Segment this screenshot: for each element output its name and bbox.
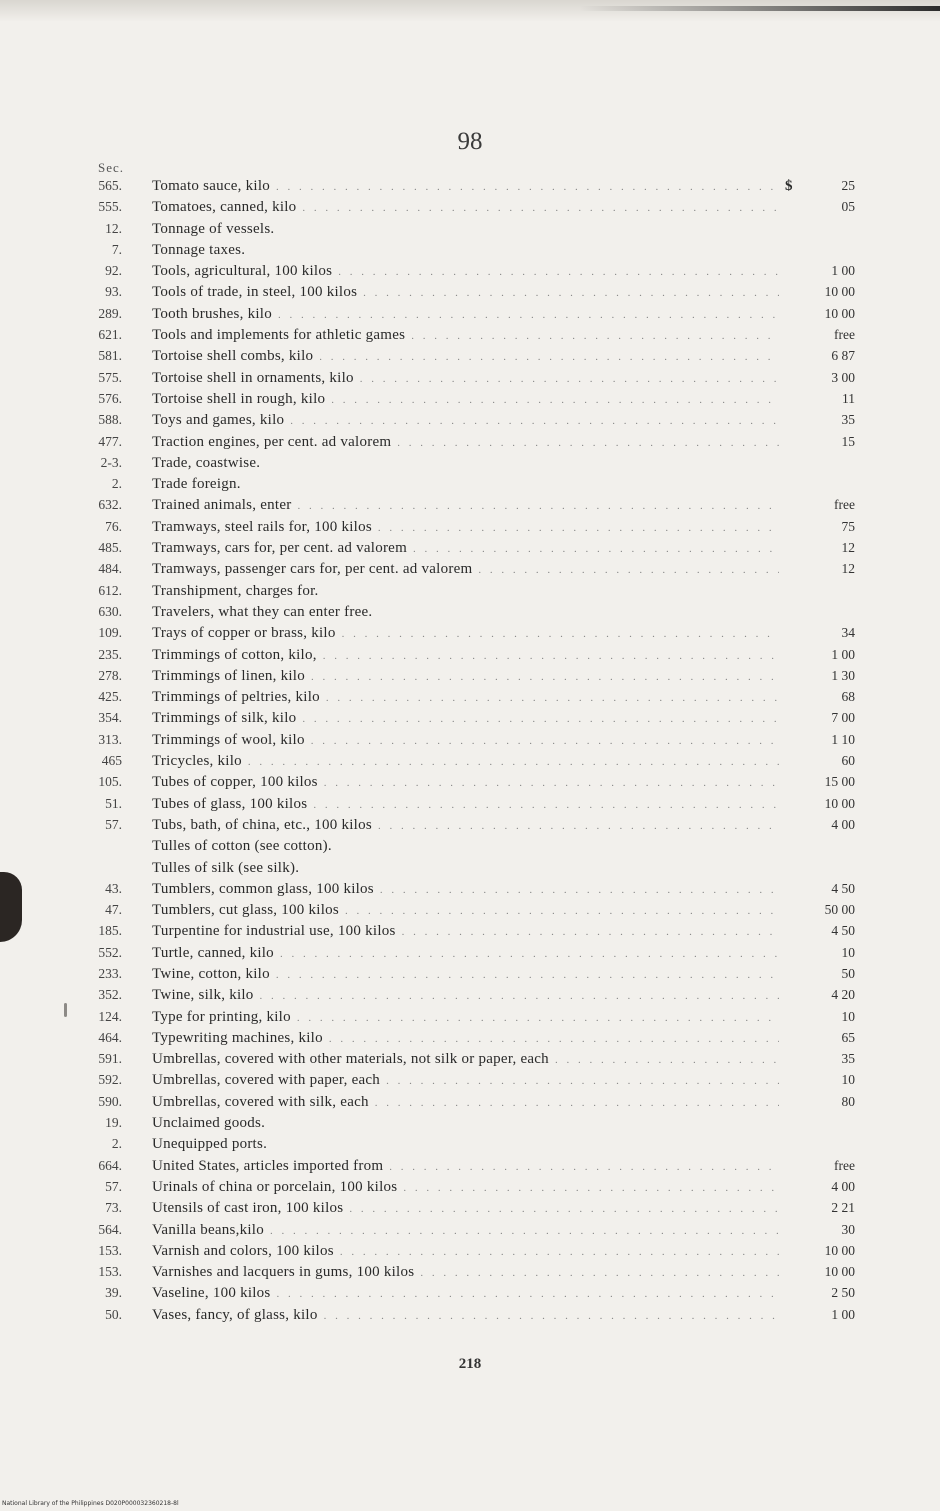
entry-description: Trimmings of linen, kilo (152, 667, 305, 684)
section-number: 477. (98, 433, 122, 449)
duty-rate: 10 00 (824, 284, 855, 300)
duty-rate: 50 00 (824, 902, 855, 918)
dot-leader (386, 1075, 779, 1087)
duty-rate: 65 (841, 1029, 855, 1045)
duty-rate: 10 (841, 1008, 855, 1024)
section-number: 632. (98, 497, 122, 513)
entry-description: Vaseline, 100 kilos (152, 1285, 271, 1302)
index-entry (90, 1115, 855, 1136)
section-number: 57. (105, 1178, 122, 1194)
section-number: 105. (98, 774, 122, 790)
dot-leader (331, 394, 779, 406)
dot-leader (349, 1203, 779, 1215)
index-entry (90, 1072, 855, 1093)
section-number: 621. (98, 327, 122, 343)
section-number: 352. (98, 987, 122, 1003)
entry-description: Twine, silk, kilo (152, 987, 254, 1004)
entry-description: Tubes of glass, 100 kilos (152, 795, 308, 812)
dot-leader (402, 926, 779, 938)
entry-description: Trimmings of wool, kilo (152, 731, 305, 748)
section-number: 484. (98, 561, 122, 577)
entry-description: Tulles of silk (see silk). (152, 859, 300, 876)
entry-description: Tomato sauce, kilo (152, 178, 271, 194)
index-entry (90, 1051, 855, 1072)
entry-description: Turpentine for industrial use, 100 kilos (152, 923, 396, 940)
section-number: 153. (98, 1242, 122, 1258)
dot-leader (324, 1310, 779, 1322)
entry-description: Trade, coastwise. (152, 454, 261, 471)
index-entry (90, 1200, 855, 1221)
entry-description: Tramways, steel rails for, 100 kilos (152, 518, 372, 535)
index-entry (90, 199, 855, 220)
section-number: 588. (98, 412, 122, 428)
index-entry (90, 966, 855, 987)
dot-leader (380, 884, 779, 896)
index-entry (90, 860, 855, 881)
section-number: 43. (105, 880, 122, 896)
entry-description: Tools of trade, in steel, 100 kilos (152, 284, 358, 301)
tariff-index-list (90, 178, 855, 1328)
entry-description: Tooth brushes, kilo (152, 305, 272, 322)
section-number: 576. (98, 390, 122, 406)
dot-leader (276, 969, 779, 981)
dot-leader (375, 1097, 779, 1109)
index-entry (90, 412, 855, 433)
index-entry (90, 881, 855, 902)
entry-description: Transhipment, charges for. (152, 582, 319, 599)
duty-rate: 34 (841, 625, 855, 641)
index-entry (90, 668, 855, 689)
index-entry (90, 1264, 855, 1285)
dot-leader (340, 1246, 779, 1258)
entry-description: Trained animals, enter (152, 497, 292, 514)
index-entry (90, 284, 855, 305)
entry-description: Tulles of cotton (see cotton). (152, 838, 332, 855)
duty-rate: 10 (841, 944, 855, 960)
duty-rate: 1 00 (831, 263, 855, 279)
duty-rate: 11 (842, 390, 855, 406)
entry-description: Trimmings of silk, kilo (152, 710, 297, 727)
section-number: 581. (98, 348, 122, 364)
entry-description: Tonnage taxes. (152, 241, 246, 258)
duty-rate: 1 10 (831, 731, 855, 747)
section-number: 425. (98, 689, 122, 705)
dot-leader (298, 500, 780, 512)
section-number: 612. (98, 582, 122, 598)
dot-leader (389, 1161, 779, 1173)
page-number-top: 98 (457, 128, 483, 155)
section-number: 485. (98, 540, 122, 556)
dot-leader (324, 777, 779, 789)
index-entry (90, 476, 855, 497)
entry-description: Umbrellas, covered with paper, each (152, 1072, 381, 1089)
duty-rate: 1 00 (831, 646, 855, 662)
index-entry (90, 1285, 855, 1306)
section-number: 664. (98, 1157, 122, 1173)
index-entry (90, 796, 855, 817)
index-entry (90, 1094, 855, 1115)
dot-leader (403, 1182, 779, 1194)
section-number: 57. (105, 816, 122, 832)
entry-description: Tumblers, common glass, 100 kilos (152, 880, 374, 897)
entry-description: Tramways, cars for, per cent. ad valorem (152, 540, 408, 557)
section-number: 565. (98, 178, 122, 193)
section-number: 7. (111, 241, 122, 257)
index-entry (90, 306, 855, 327)
duty-rate: 35 (841, 1051, 855, 1067)
dot-leader (277, 1288, 780, 1300)
entry-description: Trade foreign. (152, 476, 241, 493)
dot-leader (276, 181, 779, 193)
section-number: 590. (98, 1093, 122, 1109)
duty-rate: 15 00 (824, 774, 855, 790)
index-entry (90, 519, 855, 540)
entry-description: Twine, cotton, kilo (152, 965, 270, 982)
dot-leader (302, 713, 779, 725)
entry-description: Utensils of cast iron, 100 kilos (152, 1200, 344, 1217)
entry-description: Varnish and colors, 100 kilos (152, 1242, 334, 1259)
entry-description: Tricycles, kilo (152, 753, 242, 770)
duty-rate: 4 50 (831, 880, 855, 896)
entry-description: Umbrellas, covered with other materials, not silk or paper, each (152, 1051, 549, 1068)
duty-rate: free (834, 1157, 855, 1173)
entry-description: Umbrellas, covered with silk, each (152, 1093, 369, 1110)
library-credit: National Library of the Philippines D020P000032360218-8l (2, 1500, 179, 1507)
dot-leader (248, 756, 779, 768)
dot-leader (478, 564, 779, 576)
index-entry (90, 1222, 855, 1243)
index-entry (90, 689, 855, 710)
duty-rate: 6 87 (831, 348, 855, 364)
dot-leader (360, 373, 779, 385)
entry-description: Traction engines, per cent. ad valorem (152, 433, 392, 450)
index-entry (90, 540, 855, 561)
section-number: 591. (98, 1051, 122, 1067)
entry-description: Urinals of china or porcelain, 100 kilos (152, 1178, 398, 1195)
index-entry (90, 604, 855, 625)
entry-description: Vanilla beans,kilo (152, 1221, 264, 1238)
entry-description: Tubs, bath, of china, etc., 100 kilos (152, 816, 372, 833)
dot-leader (378, 522, 779, 534)
duty-rate: 2 21 (831, 1200, 855, 1216)
section-number: 185. (98, 923, 122, 939)
entry-description: Travelers, what they can enter free. (152, 603, 373, 620)
index-entry (90, 583, 855, 604)
duty-rate: 10 00 (824, 795, 855, 811)
index-entry (90, 434, 855, 455)
dot-leader (313, 799, 779, 811)
duty-rate: 30 (841, 1221, 855, 1237)
section-number: 555. (98, 199, 122, 215)
entry-description: Tortoise shell combs, kilo (152, 348, 314, 365)
section-number: 592. (98, 1072, 122, 1088)
entry-description: Tools, agricultural, 100 kilos (152, 263, 333, 280)
section-number: 19. (105, 1115, 122, 1131)
section-number: 93. (105, 284, 122, 300)
section-number: 2-3. (100, 454, 122, 470)
entry-description: Turtle, canned, kilo (152, 944, 274, 961)
section-number: 552. (98, 944, 122, 960)
index-entry (90, 263, 855, 284)
index-entry (90, 987, 855, 1008)
section-number: 278. (98, 667, 122, 683)
duty-rate: 1 00 (831, 1306, 855, 1322)
dot-leader (342, 628, 779, 640)
index-entry (90, 1179, 855, 1200)
entry-description: Trimmings of cotton, kilo, (152, 646, 317, 663)
duty-rate: 75 (841, 518, 855, 534)
duty-rate: 4 00 (831, 1178, 855, 1194)
section-number: 2. (111, 1136, 122, 1152)
entry-description: Tramways, passenger cars for, per cent. ad valorem (152, 561, 473, 578)
page-top-shadow (0, 0, 940, 22)
dot-leader (323, 650, 779, 662)
section-number: 235. (98, 646, 122, 662)
section-number: 50. (105, 1306, 122, 1322)
index-entry (90, 178, 855, 199)
duty-rate: free (834, 327, 855, 343)
dot-leader (378, 820, 779, 832)
section-number: 47. (105, 902, 122, 918)
duty-rate: 15 (841, 433, 855, 449)
index-entry (90, 242, 855, 263)
section-number: 354. (98, 710, 122, 726)
index-entry (90, 838, 855, 859)
index-entry (90, 327, 855, 348)
section-number: 51. (105, 795, 122, 811)
duty-rate: 4 00 (831, 816, 855, 832)
index-entry (90, 647, 855, 668)
duty-rate: free (834, 497, 855, 513)
section-number: 124. (98, 1008, 122, 1024)
dot-leader (260, 990, 779, 1002)
index-entry (90, 497, 855, 518)
section-number: 233. (98, 965, 122, 981)
section-number: 464. (98, 1029, 122, 1045)
index-entry (90, 817, 855, 838)
dot-leader (319, 351, 779, 363)
section-number: 289. (98, 305, 122, 321)
section-number: 564. (98, 1221, 122, 1237)
index-entry (90, 625, 855, 646)
entry-description: Vases, fancy, of glass, kilo (152, 1306, 318, 1323)
dot-leader (280, 948, 779, 960)
dot-leader (420, 1267, 779, 1279)
dot-leader (363, 287, 779, 299)
entry-description: Tomatoes, canned, kilo (152, 199, 297, 216)
entry-description: Tools and implements for athletic games (152, 327, 406, 344)
entry-description: United States, articles imported from (152, 1157, 384, 1174)
duty-rate: 05 (841, 199, 855, 215)
duty-rate: 12 (841, 561, 855, 577)
entry-description: Tortoise shell in rough, kilo (152, 390, 326, 407)
entry-description: Unequipped ports. (152, 1136, 268, 1153)
dot-leader (413, 543, 779, 555)
index-entry (90, 945, 855, 966)
index-entry (90, 774, 855, 795)
duty-rate: 68 (841, 689, 855, 705)
entry-description: Tonnage of vessels. (152, 220, 275, 237)
index-entry (90, 370, 855, 391)
index-entry (90, 221, 855, 242)
index-entry (90, 1009, 855, 1030)
index-entry (90, 710, 855, 731)
duty-rate: 4 20 (831, 987, 855, 1003)
duty-rate: 25 (841, 178, 855, 193)
index-entry (90, 732, 855, 753)
dot-leader (311, 735, 779, 747)
duty-rate: 80 (841, 1093, 855, 1109)
duty-rate: 10 00 (824, 305, 855, 321)
duty-rate: 4 50 (831, 923, 855, 939)
entry-description: Tubes of copper, 100 kilos (152, 774, 318, 791)
dot-leader (297, 1012, 779, 1024)
dot-leader (397, 437, 779, 449)
entry-description: Trimmings of peltries, kilo (152, 689, 320, 706)
page-number-bottom: 218 (458, 1356, 482, 1372)
index-entry (90, 1136, 855, 1157)
section-number: 153. (98, 1264, 122, 1280)
section-number: 465 (101, 753, 122, 769)
scan-thumb-blot (0, 872, 22, 942)
section-column-heading: Sec. (98, 160, 125, 175)
duty-rate: 2 50 (831, 1285, 855, 1301)
dot-leader (278, 309, 779, 321)
duty-rate: 12 (841, 540, 855, 556)
entry-description: Type for printing, kilo (152, 1008, 291, 1025)
duty-rate: 7 00 (831, 710, 855, 726)
index-entry (90, 923, 855, 944)
entry-description: Toys and games, kilo (152, 412, 285, 429)
dot-leader (290, 415, 779, 427)
index-entry (90, 1158, 855, 1179)
dot-leader (411, 330, 779, 342)
index-entry (90, 902, 855, 923)
section-number: 12. (105, 220, 122, 236)
section-number: 73. (105, 1200, 122, 1216)
duty-rate: 10 00 (824, 1264, 855, 1280)
scan-edge-mark (580, 6, 940, 11)
index-entry (90, 455, 855, 476)
section-number: 76. (105, 518, 122, 534)
dot-leader (311, 671, 779, 683)
duty-rate: 3 00 (831, 369, 855, 385)
section-number: 109. (98, 625, 122, 641)
dot-leader (555, 1054, 779, 1066)
dollar-sign: $ (785, 178, 793, 194)
entry-description: Varnishes and lacquers in gums, 100 kilos (152, 1264, 415, 1281)
entry-description: Tortoise shell in ornaments, kilo (152, 369, 354, 386)
duty-rate: 10 00 (824, 1242, 855, 1258)
index-entry (90, 391, 855, 412)
dot-leader (326, 692, 779, 704)
duty-rate: 1 30 (831, 667, 855, 683)
entry-description: Trays of copper or brass, kilo (152, 625, 336, 642)
duty-rate: 10 (841, 1072, 855, 1088)
dot-leader (329, 1033, 779, 1045)
index-entry (90, 1307, 855, 1328)
duty-rate: 50 (841, 965, 855, 981)
section-number: 39. (105, 1285, 122, 1301)
section-number: 92. (105, 263, 122, 279)
section-number: 575. (98, 369, 122, 385)
index-entry (90, 753, 855, 774)
entry-description: Tumblers, cut glass, 100 kilos (152, 902, 339, 919)
duty-rate: 60 (841, 753, 855, 769)
scan-speck (64, 1003, 67, 1017)
section-number: 313. (98, 731, 122, 747)
index-entry (90, 1243, 855, 1264)
section-number: 630. (98, 603, 122, 619)
entry-description: Unclaimed goods. (152, 1115, 266, 1132)
dot-leader (345, 905, 779, 917)
dot-leader (338, 266, 779, 278)
dot-leader (270, 1225, 779, 1237)
dot-leader (302, 202, 779, 214)
entry-description: Typewriting machines, kilo (152, 1029, 323, 1046)
index-entry (90, 348, 855, 369)
index-entry (90, 561, 855, 582)
index-entry (90, 1030, 855, 1051)
duty-rate: 35 (841, 412, 855, 428)
section-number: 2. (111, 476, 122, 492)
